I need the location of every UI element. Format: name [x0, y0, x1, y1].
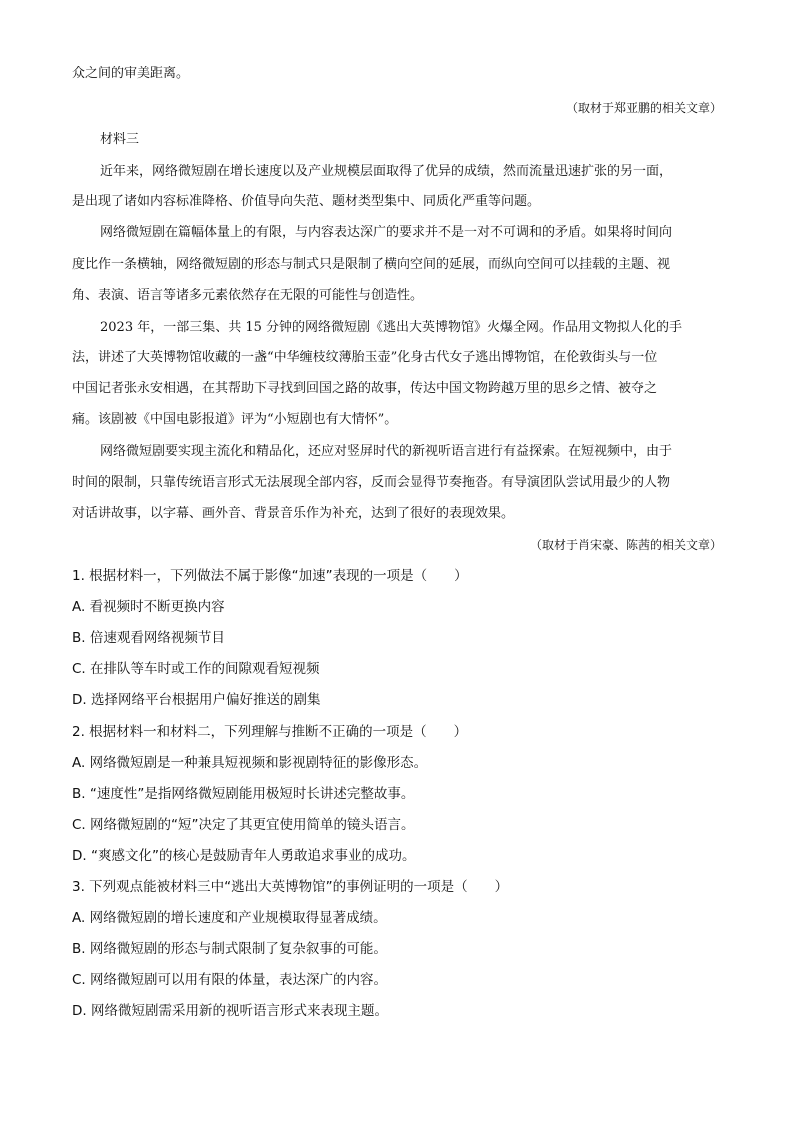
passage-line: 网络微短剧在篇幅体量上的有限，与内容表达深广的要求并不是一对不可调和的矛盾。如果将时间向 [100, 225, 673, 240]
passage-line: 痛。该剧被《中国电影报道》评为“小短剧也有大情怀”。 [72, 412, 398, 427]
question-2-option-d: D. “爽感文化”的核心是鼓励青年人勇敢追求事业的成功。 [72, 848, 416, 864]
question-3-stem: 3. 下列观点能被材料三中“逃出大英博物馆”的事例证明的一项是（ ） [72, 879, 509, 895]
passage-line: 网络微短剧要实现主流化和精品化，还应对竖屏时代的新视听语言进行有益探索。在短视频中，由于 [100, 444, 673, 459]
question-2-option-b: B. “速度性”是指网络微短剧能用极短时长讲述完整故事。 [72, 786, 415, 802]
source-citation: （取材于郑亚鹏的相关文章） [565, 101, 722, 115]
source-citation: （取材于肖宋豪、陈茜的相关文章） [529, 538, 722, 552]
question-3-option-a: A. 网络微短剧的增长速度和产业规模取得显著成绩。 [72, 910, 387, 926]
question-3-option-b: B. 网络微短剧的形态与制式限制了复杂叙事的可能。 [72, 941, 387, 957]
question-3-option-c: C. 网络微短剧可以用有限的体量，表达深广的内容。 [72, 972, 388, 988]
question-2-stem: 2. 根据材料一和材料二，下列理解与推断不正确的一项是（ ） [72, 724, 468, 740]
passage-line: 2023 年，一部三集、共 15 分钟的网络微短剧《逃出大英博物馆》火爆全网。作品用文物拟人化的手 [100, 320, 683, 335]
question-2-option-a: A. 网络微短剧是一种兼具短视频和影视剧特征的影像形态。 [72, 755, 428, 771]
passage-line: 近年来，网络微短剧在增长速度以及产业规模层面取得了优异的成绩，然而流量迅速扩张的另一面， [100, 164, 673, 179]
question-1-option-a: A. 看视频时不断更换内容 [72, 599, 225, 615]
question-3-option-d: D. 网络微短剧需采用新的视听语言形式来表现主题。 [72, 1003, 388, 1019]
question-1-option-d: D. 选择网络平台根据用户偏好推送的剧集 [72, 692, 321, 708]
question-2-option-c: C. 网络微短剧的“短”决定了其更宜使用简单的镜头语言。 [72, 817, 415, 833]
passage-line: 法，讲述了大英博物馆收藏的一盏“中华缠枝纹薄胎玉壶”化身古代女子逃出博物馆，在伦敦街头与一位 [72, 350, 658, 365]
passage-line: 中国记者张永安相遇，在其帮助下寻找到回国之路的故事，传达中国文物跨越万里的思乡之情、被夺之 [72, 381, 658, 396]
passage-line: 众之间的审美距离。 [72, 66, 190, 81]
question-1-option-c: C. 在排队等车时或工作的间隙观看短视频 [72, 661, 320, 677]
passage-line: 角、表演、语言等诸多元素依然存在无限的可能性与创造性。 [72, 288, 424, 303]
passage-line: 对话讲故事，以字幕、画外音、背景音乐作为补充，达到了很好的表现效果。 [72, 506, 515, 521]
passage-line: 是出现了诸如内容标准降格、价值导向失范、题材类型集中、同质化严重等问题。 [72, 194, 541, 209]
question-1-stem: 1. 根据材料一，下列做法不属于影像“加速”表现的一项是（ ） [72, 568, 468, 584]
passage-line: 度比作一条横轴，网络微短剧的形态与制式只是限制了横向空间的延展，而纵向空间可以挂载的主题、视 [72, 257, 671, 272]
question-1-option-b: B. 倍速观看网络视频节目 [72, 630, 225, 646]
material-heading: 材料三 [100, 132, 140, 147]
passage-line: 时间的限制，只靠传统语言形式无法展现全部内容，反而会显得节奏拖沓。有导演团队尝试用最少的人物 [72, 475, 671, 490]
